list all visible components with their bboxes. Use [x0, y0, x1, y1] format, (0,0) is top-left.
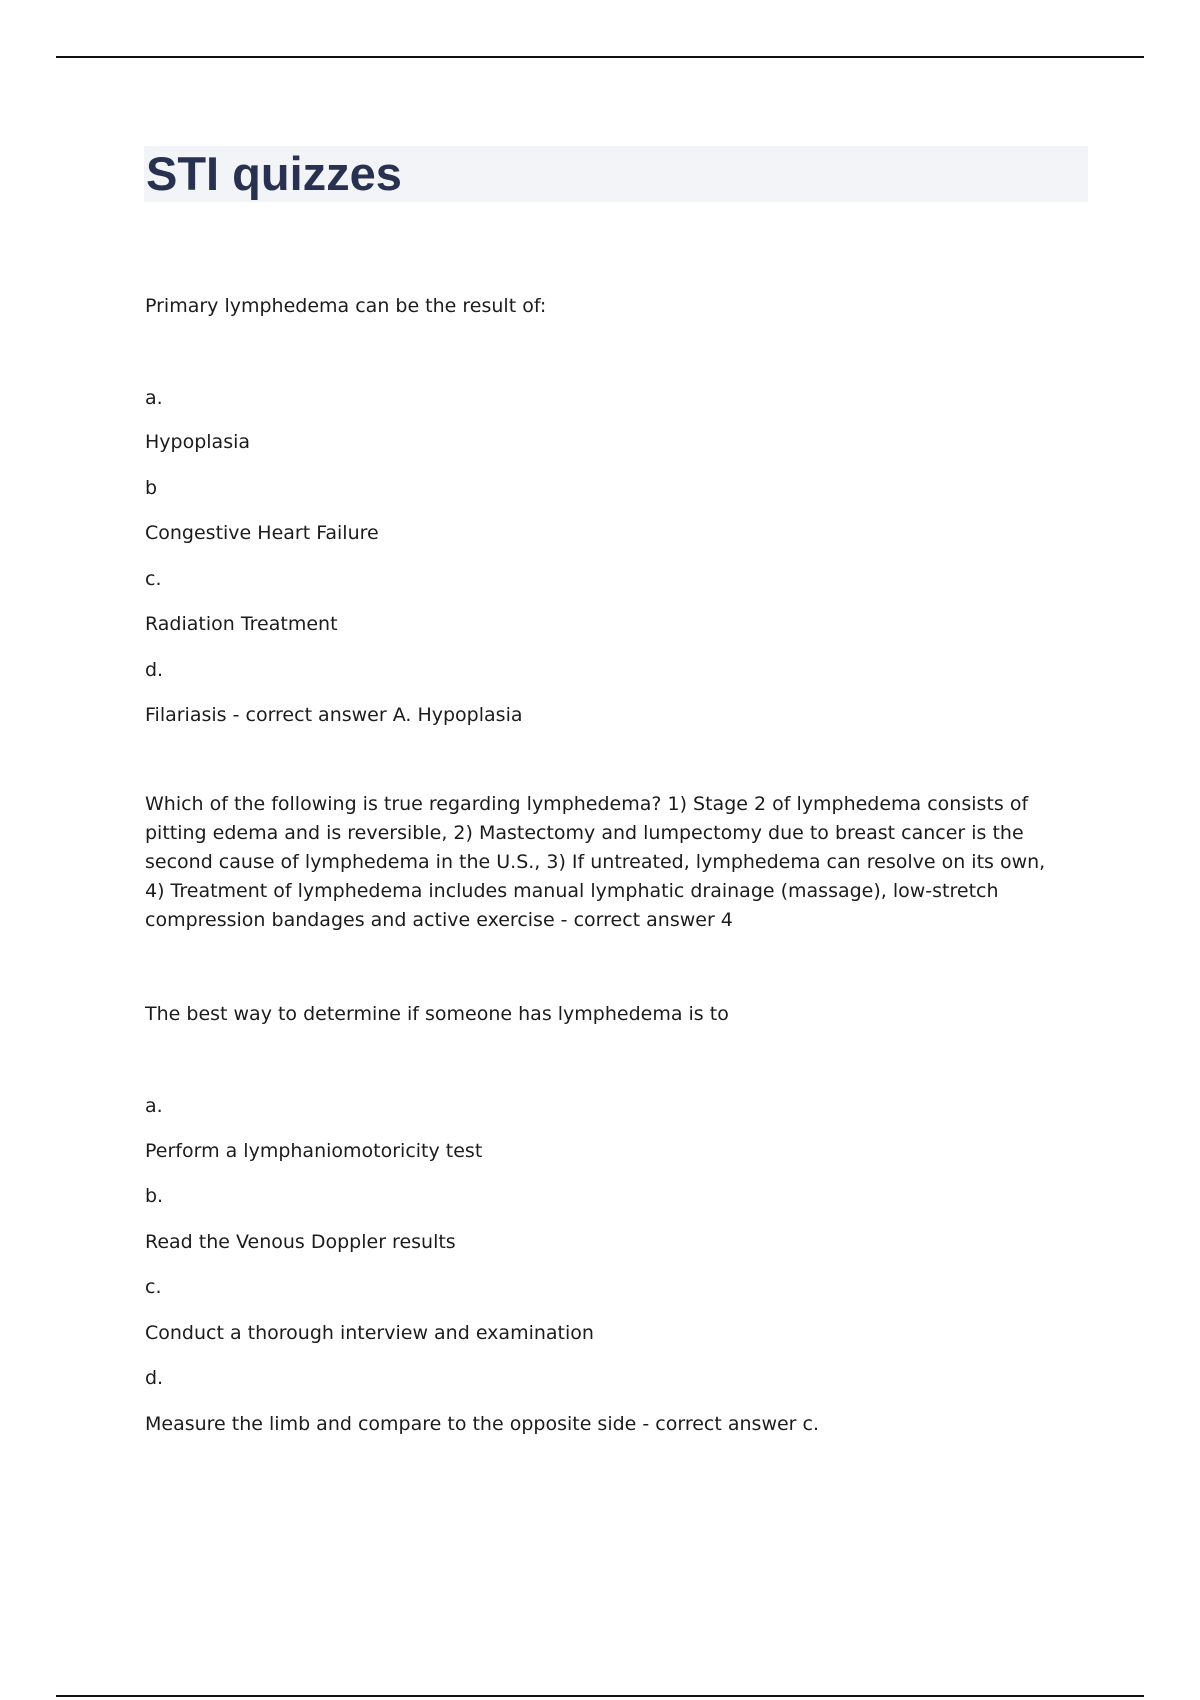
page-top-rule — [56, 56, 1144, 58]
question-3-option-c-text: Conduct a thorough interview and examination — [145, 1322, 594, 1344]
question-3-option-b-letter: b. — [145, 1185, 164, 1207]
question-1-option-d-text: Filariasis - correct answer A. Hypoplasia — [145, 704, 523, 726]
question-1-option-c-text: Radiation Treatment — [145, 613, 338, 635]
question-3-option-a-letter: a. — [145, 1095, 163, 1117]
page-bottom-rule — [56, 1695, 1144, 1697]
question-2-text: Which of the following is true regarding lymphedema? 1) Stage 2 of lymphedema consists of pitting edema and is reversible, 2) Mastectomy and lumpectomy due to breast cancer is the second cause of lymphedema in the U.S., 3) If untreated, lymphedema can resolve on its own, 4) Treatment of lymphedema includes manual lymphatic drainage (massage), low-stretch compression bandages and active exercise - correct answer 4 — [145, 793, 1046, 931]
question-1-option-c-letter: c. — [145, 568, 162, 590]
question-1-option-b-letter: b — [145, 477, 158, 499]
question-3-option-a-text: Perform a lymphaniomotoricity test — [145, 1140, 483, 1162]
question-3-option-c-letter: c. — [145, 1276, 162, 1298]
question-1-text: Primary lymphedema can be the result of: — [145, 295, 547, 317]
question-1-option-a-text: Hypoplasia — [145, 431, 251, 453]
question-1-option-b-text: Congestive Heart Failure — [145, 522, 379, 544]
question-3-option-b-text: Read the Venous Doppler results — [145, 1231, 456, 1253]
question-1-option-a-letter: a. — [145, 387, 163, 409]
question-3-text: The best way to determine if someone has lymphedema is to — [145, 1003, 729, 1025]
question-3-option-d-text: Measure the limb and compare to the opposite side - correct answer c. — [145, 1413, 820, 1435]
document-title: STI quizzes — [146, 147, 402, 200]
question-3-option-d-letter: d. — [145, 1367, 164, 1389]
question-1-option-d-letter: d. — [145, 659, 164, 681]
